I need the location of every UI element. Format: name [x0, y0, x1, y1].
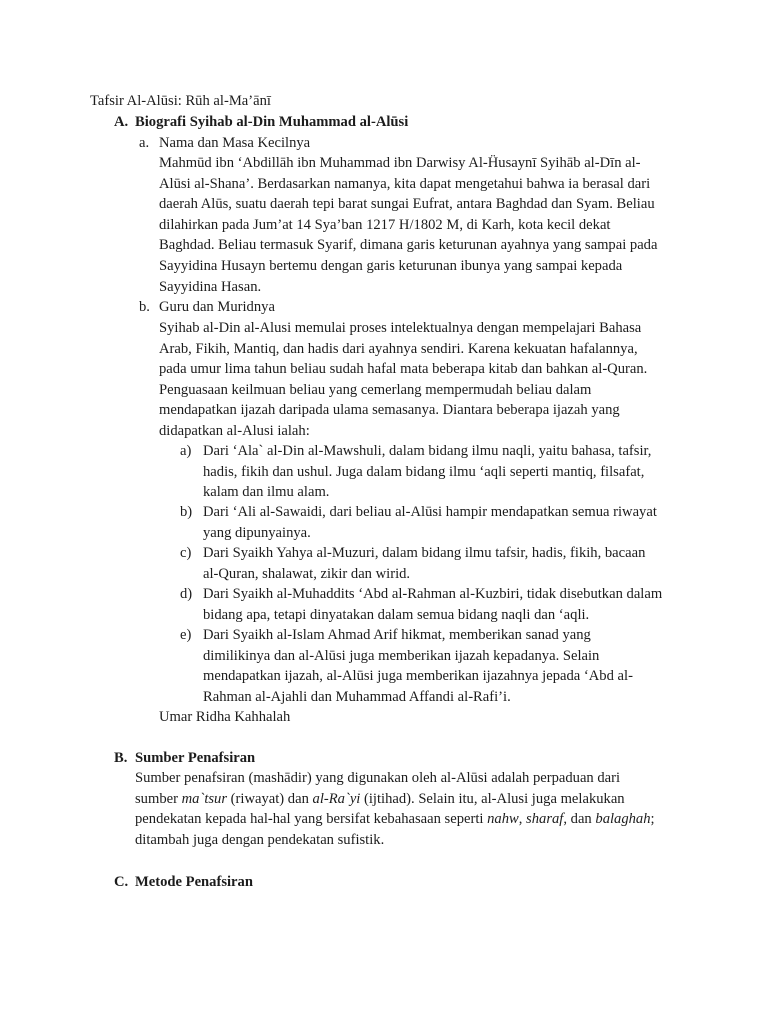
text-run: (ijtihad). Selain itu, al-Alusi juga melakukan [360, 790, 625, 807]
subsection-b-paragraph [159, 318, 647, 442]
list-item-line: yang dipunyainya. [203, 524, 311, 541]
list-item-marker: e) [180, 627, 192, 643]
subsection-title: Nama dan Masa Kecilnya [159, 135, 311, 151]
list-item-line: al-Quran, shalawat, zikir dan wirid. [203, 565, 411, 582]
list-item-marker: b) [180, 504, 193, 520]
paragraph-line: didapatkan al-Alusi ialah: [159, 422, 310, 439]
list-item-text [203, 502, 657, 543]
paragraph-line: Penguasaan keilmuan beliau yang cemerlang mempermudah beliau dalam [159, 381, 592, 398]
subsection-a-paragraph [159, 153, 657, 297]
list-item-line: mendapatkan ijazah, al-Alūsi juga memberikan ijazahnya jepada ‘Abd al- [203, 668, 633, 685]
paragraph-line: Sayyidina Hasan. [159, 278, 262, 295]
section-b-paragraph [135, 768, 655, 850]
paragraph-line: pada umur lima tahun beliau sudah hafal mata beberapa kitab dan bahkan al-Quran. [159, 361, 648, 378]
subsection-title: Guru dan Muridnya [159, 299, 275, 315]
italic-term: al-Ra`yi [312, 790, 361, 807]
paragraph-line: Syihab al-Din al-Alusi memulai proses intelektualnya dengan mempelajari Bahasa [159, 320, 642, 336]
paragraph-line: dilahirkan pada Jum’at 14 Sya’ban 1217 H/1802 M, di Karh, kota kecil dekat [159, 216, 611, 233]
list-item-marker: d) [180, 586, 193, 602]
subsection-letter: b. [139, 299, 150, 315]
section-title: Biografi Syihab al-Din Muhammad al-Alūsi [135, 114, 409, 130]
text-run: ; [650, 811, 655, 828]
italic-term: ma`tsur [181, 790, 228, 807]
section-title: Metode Penafsiran [135, 874, 253, 890]
paragraph-line: Mahmūd ibn ‘Abdillāh ibn Muhammad ibn Darwisy Al-Ḧusaynī Syihāb al-Dīn al- [159, 155, 641, 171]
list-item-line: kalam dan ilmu alam. [203, 484, 330, 501]
text-run: (riwayat) dan [227, 790, 313, 807]
section-letter: C. [114, 874, 129, 890]
paragraph-line: ditambah juga dengan pendekatan sufistik. [135, 831, 385, 848]
paragraph-line: Arab, Fikih, Mantiq, dan hadis dari ayahnya sendiri. Karena kekuatan hafalannya, [159, 340, 638, 357]
list-item-text [203, 584, 662, 625]
list-item-marker: a) [180, 443, 192, 459]
list-item-line: Dari ‘Ali al-Sawaidi, dari beliau al-Alūsi hampir mendapatkan semua riwayat [203, 504, 657, 520]
list-item-text [203, 441, 651, 503]
text-run: , [518, 811, 527, 828]
italic-term: sharaf [526, 811, 564, 828]
trailing-note: Umar Ridha Kahhalah [159, 709, 291, 725]
section-title: Sumber Penafsiran [135, 750, 256, 766]
list-item-marker: c) [180, 545, 192, 561]
italic-term: balaghah [595, 811, 651, 828]
section-letter: A. [114, 114, 129, 130]
list-item-line: hadis, fikih dan ushul. Juga dalam bidang ilmu ‘aqli seperti mantiq, filsafat, [203, 463, 645, 480]
italic-term: nahw [487, 811, 519, 828]
text-run: pendekatan kepada hal-hal yang bersifat kebahasaan seperti [135, 811, 488, 828]
paragraph-line [135, 789, 655, 810]
list-item-line: bidang apa, tetapi dinyatakan dalam semua bidang naqli dan ‘aqli. [203, 606, 590, 623]
list-item-text [203, 625, 633, 707]
list-item-line: Dari ‘Ala` al-Din al-Mawshuli, dalam bidang ilmu naqli, yaitu bahasa, tafsir, [203, 443, 652, 459]
paragraph-line: Baghdad. Beliau termasuk Syarif, dimana garis keturunan ayahnya yang sampai pada [159, 237, 658, 254]
list-item-line: Dari Syaikh Yahya al-Muzuri, dalam bidang ilmu tafsir, hadis, fikih, bacaan [203, 545, 646, 561]
list-item-line: Rahman al-Ajahli dan Muhammad Affandi al-Rafi’i. [203, 688, 511, 705]
paragraph-line: Sayyidina Husayn bertemu dengan garis keturunan ibunya yang sampai kepada [159, 257, 623, 274]
paragraph-line: mendapatkan ijazah daripada ulama semasanya. Diantara beberapa ijazah yang [159, 402, 620, 419]
paragraph-line [135, 809, 655, 830]
subsection-letter: a. [139, 135, 150, 151]
text-run: , dan [563, 811, 596, 828]
text-run: sumber [135, 790, 182, 807]
list-item-line: Dari Syaikh al-Muhaddits ‘Abd al-Rahman al-Kuzbiri, tidak disebutkan dalam [203, 586, 663, 602]
list-item-text [203, 543, 645, 584]
paragraph-line: Alūsi al-Shana’. Berdasarkan namanya, kita dapat mengetahui bahwa ia berasal dari [159, 175, 651, 192]
paragraph-line: Sumber penafsiran (mashādir) yang digunakan oleh al-Alūsi adalah perpaduan dari [135, 770, 621, 786]
list-item-line: dimilikinya dan al-Alūsi juga memberikan ijazah kepadanya. Selain [203, 647, 600, 664]
section-letter: B. [114, 750, 128, 766]
list-item-line: Dari Syaikh al-Islam Ahmad Arif hikmat, memberikan sanad yang [203, 627, 591, 643]
document-title: Tafsir Al-Alūsi: Rūh al-Ma’ānī [90, 93, 271, 109]
paragraph-line: daerah Alūs, suatu daerah tepi barat sungai Eufrat, antara Baghdad dan Syam. Beliau [159, 196, 655, 213]
